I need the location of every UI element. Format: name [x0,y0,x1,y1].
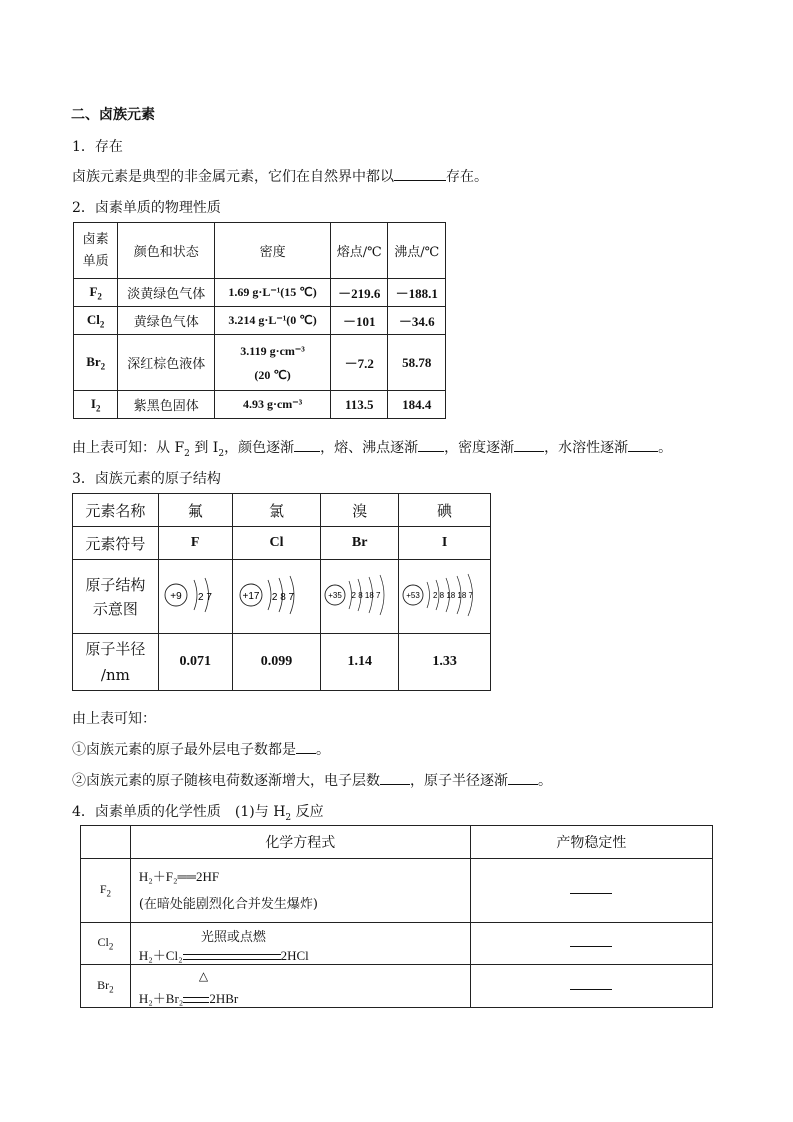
atom-diagram-Cl [232,560,321,634]
physical-properties-table [73,222,446,419]
color-cell: 淡黄绿色气体 [118,279,215,307]
reaction-note: (在暗处能剧烈化合并发生爆炸) [138,896,319,912]
density-cell: 3.214 g·L⁻¹(0 ℃) [215,307,331,335]
name-cell: 氯 [232,494,321,527]
element-cell: $Br_2$ [81,965,131,1008]
s1-text-before: 卤族元素是典型的非金属元素，它们在自然界中都以 [72,169,394,185]
equation-cell [130,965,470,1008]
table-row [74,279,446,307]
density-cell: 3.119 g·cm⁻³ (20 ℃) [215,335,331,391]
mp-cell: －7.2 [331,335,388,391]
s1-text-after: 存在。 [446,169,488,185]
atom-diagram-Br [321,560,399,634]
s3-conclusion-2: ②卤族元素的原子随核电荷数逐渐增大，电子层数 ，原子半径逐渐 。 [72,770,552,790]
atomic-structure-table [72,493,491,691]
radius-cell: 0.071 [158,634,232,691]
name-cell: 碘 [399,494,491,527]
row-label-name: 元素名称 [73,494,159,527]
svg-text:2 7: 2 7 [198,591,213,603]
header-empty [81,826,131,859]
equation-cell [130,859,470,923]
blank-stability[interactable] [570,946,612,947]
blank-stability[interactable] [570,989,612,990]
blank-outer-electrons[interactable] [296,739,316,754]
header-density: 密度 [215,223,331,279]
element-cell: $Br_2$ [74,335,118,391]
equation-cell [130,923,470,965]
table-row [81,923,713,965]
s1-blank[interactable] [394,166,446,181]
header-equation: 化学方程式 [130,826,470,859]
color-cell: 深红棕色液体 [118,335,215,391]
s4-title: 4．卤素单质的化学性质 (1)与 $H_2$ 反应 [72,804,324,823]
s3-conclusion-intro: 由上表可知： [72,711,156,727]
radius-cell: 0.099 [232,634,321,691]
element-cell: $I_2$ [74,391,118,419]
atom-diagram-icon [401,570,489,620]
table-row [81,859,713,923]
table-row [73,560,491,634]
s3-conclusion-1: ①卤族元素的原子最外层电子数都是 。 [72,739,330,759]
symbol-cell: Cl [232,527,321,560]
section-title: 二、卤族元素 [71,107,155,123]
color-cell: 紫黑色固体 [118,391,215,419]
mp-cell: 113.5 [331,391,388,419]
table-header-row [81,826,713,859]
equation: H₂＋F₂══2HF [138,868,220,884]
header-bp: 沸点/℃ [388,223,446,279]
reaction-condition: △ [198,969,209,983]
svg-text:2 8 18 18 7: 2 8 18 18 7 [432,590,473,600]
blank-layers[interactable] [380,770,410,785]
s2-title: 2．卤素单质的物理性质 [72,200,221,216]
svg-text:+53: +53 [405,590,420,600]
table-row [73,494,491,527]
equation: H₂＋Cl₂ 2HCl [138,947,309,963]
table-row [74,307,446,335]
atom-diagram-I [399,560,491,634]
element-cell: $F_2$ [74,279,118,307]
element-cell: $Cl_2$ [74,307,118,335]
name-cell: 氟 [158,494,232,527]
svg-text:2 8 18 7: 2 8 18 7 [351,590,381,600]
s1-title: 1．存在 [72,139,123,155]
blank-density[interactable] [514,437,544,452]
table-row [81,965,713,1008]
s1-text [72,166,488,186]
header-mp: 熔点/℃ [331,223,388,279]
stability-cell [470,859,712,923]
equation: H₂＋Br₂ 2HBr [138,991,239,1006]
header-stability: 产物稳定性 [470,826,712,859]
atom-diagram-icon [160,570,230,620]
atom-diagram-icon [323,570,397,620]
radius-cell: 1.14 [321,634,399,691]
mp-cell: －101 [331,307,388,335]
svg-text:2 8 7: 2 8 7 [272,591,295,603]
bp-cell: －34.6 [388,307,446,335]
blank-stability[interactable] [570,893,612,894]
table-row [73,527,491,560]
symbol-cell: Br [321,527,399,560]
row-label-symbol: 元素符号 [73,527,159,560]
bp-cell: 184.4 [388,391,446,419]
table-row [73,634,491,691]
header-element: 卤素 单质 [74,223,118,279]
symbol-cell: F [158,527,232,560]
header-color: 颜色和状态 [118,223,215,279]
bp-cell: 58.78 [388,335,446,391]
svg-text:+9: +9 [170,590,182,602]
svg-text:+35: +35 [327,590,342,600]
stability-cell [470,923,712,965]
density-cell: 4.93 g·cm⁻³ [215,391,331,419]
row-label-diagram: 原子结构 示意图 [73,560,159,634]
chemical-properties-table [80,825,713,1008]
density-cell: 1.69 g·L⁻¹(15 ℃) [215,279,331,307]
element-cell: $Cl_2$ [81,923,131,965]
svg-text:+17: +17 [242,590,260,602]
blank-mp[interactable] [418,437,444,452]
blank-solubility[interactable] [628,437,658,452]
row-label-radius: 原子半径 /nm [73,634,159,691]
atom-diagram-F [158,560,232,634]
reaction-condition: 光照或点燃 [200,929,266,945]
s3-title: 3．卤族元素的原子结构 [72,471,221,487]
blank-color[interactable] [294,437,320,452]
atom-diagram-icon [235,570,317,620]
blank-radius[interactable] [508,770,538,785]
stability-cell [470,965,712,1008]
mp-cell: －219.6 [331,279,388,307]
color-cell: 黄绿色气体 [118,307,215,335]
element-cell: $F_2$ [81,859,131,923]
symbol-cell: I [399,527,491,560]
table-row [74,391,446,419]
name-cell: 溴 [321,494,399,527]
bp-cell: －188.1 [388,279,446,307]
radius-cell: 1.33 [399,634,491,691]
table-row [74,335,446,391]
s2-conclusion: 由上表可知：从 $F_2$ 到 $I_2$，颜色逐渐 ，熔、沸点逐渐 ，密度逐渐 ，水溶性逐渐 。 [72,437,672,459]
table-header-row [74,223,446,279]
